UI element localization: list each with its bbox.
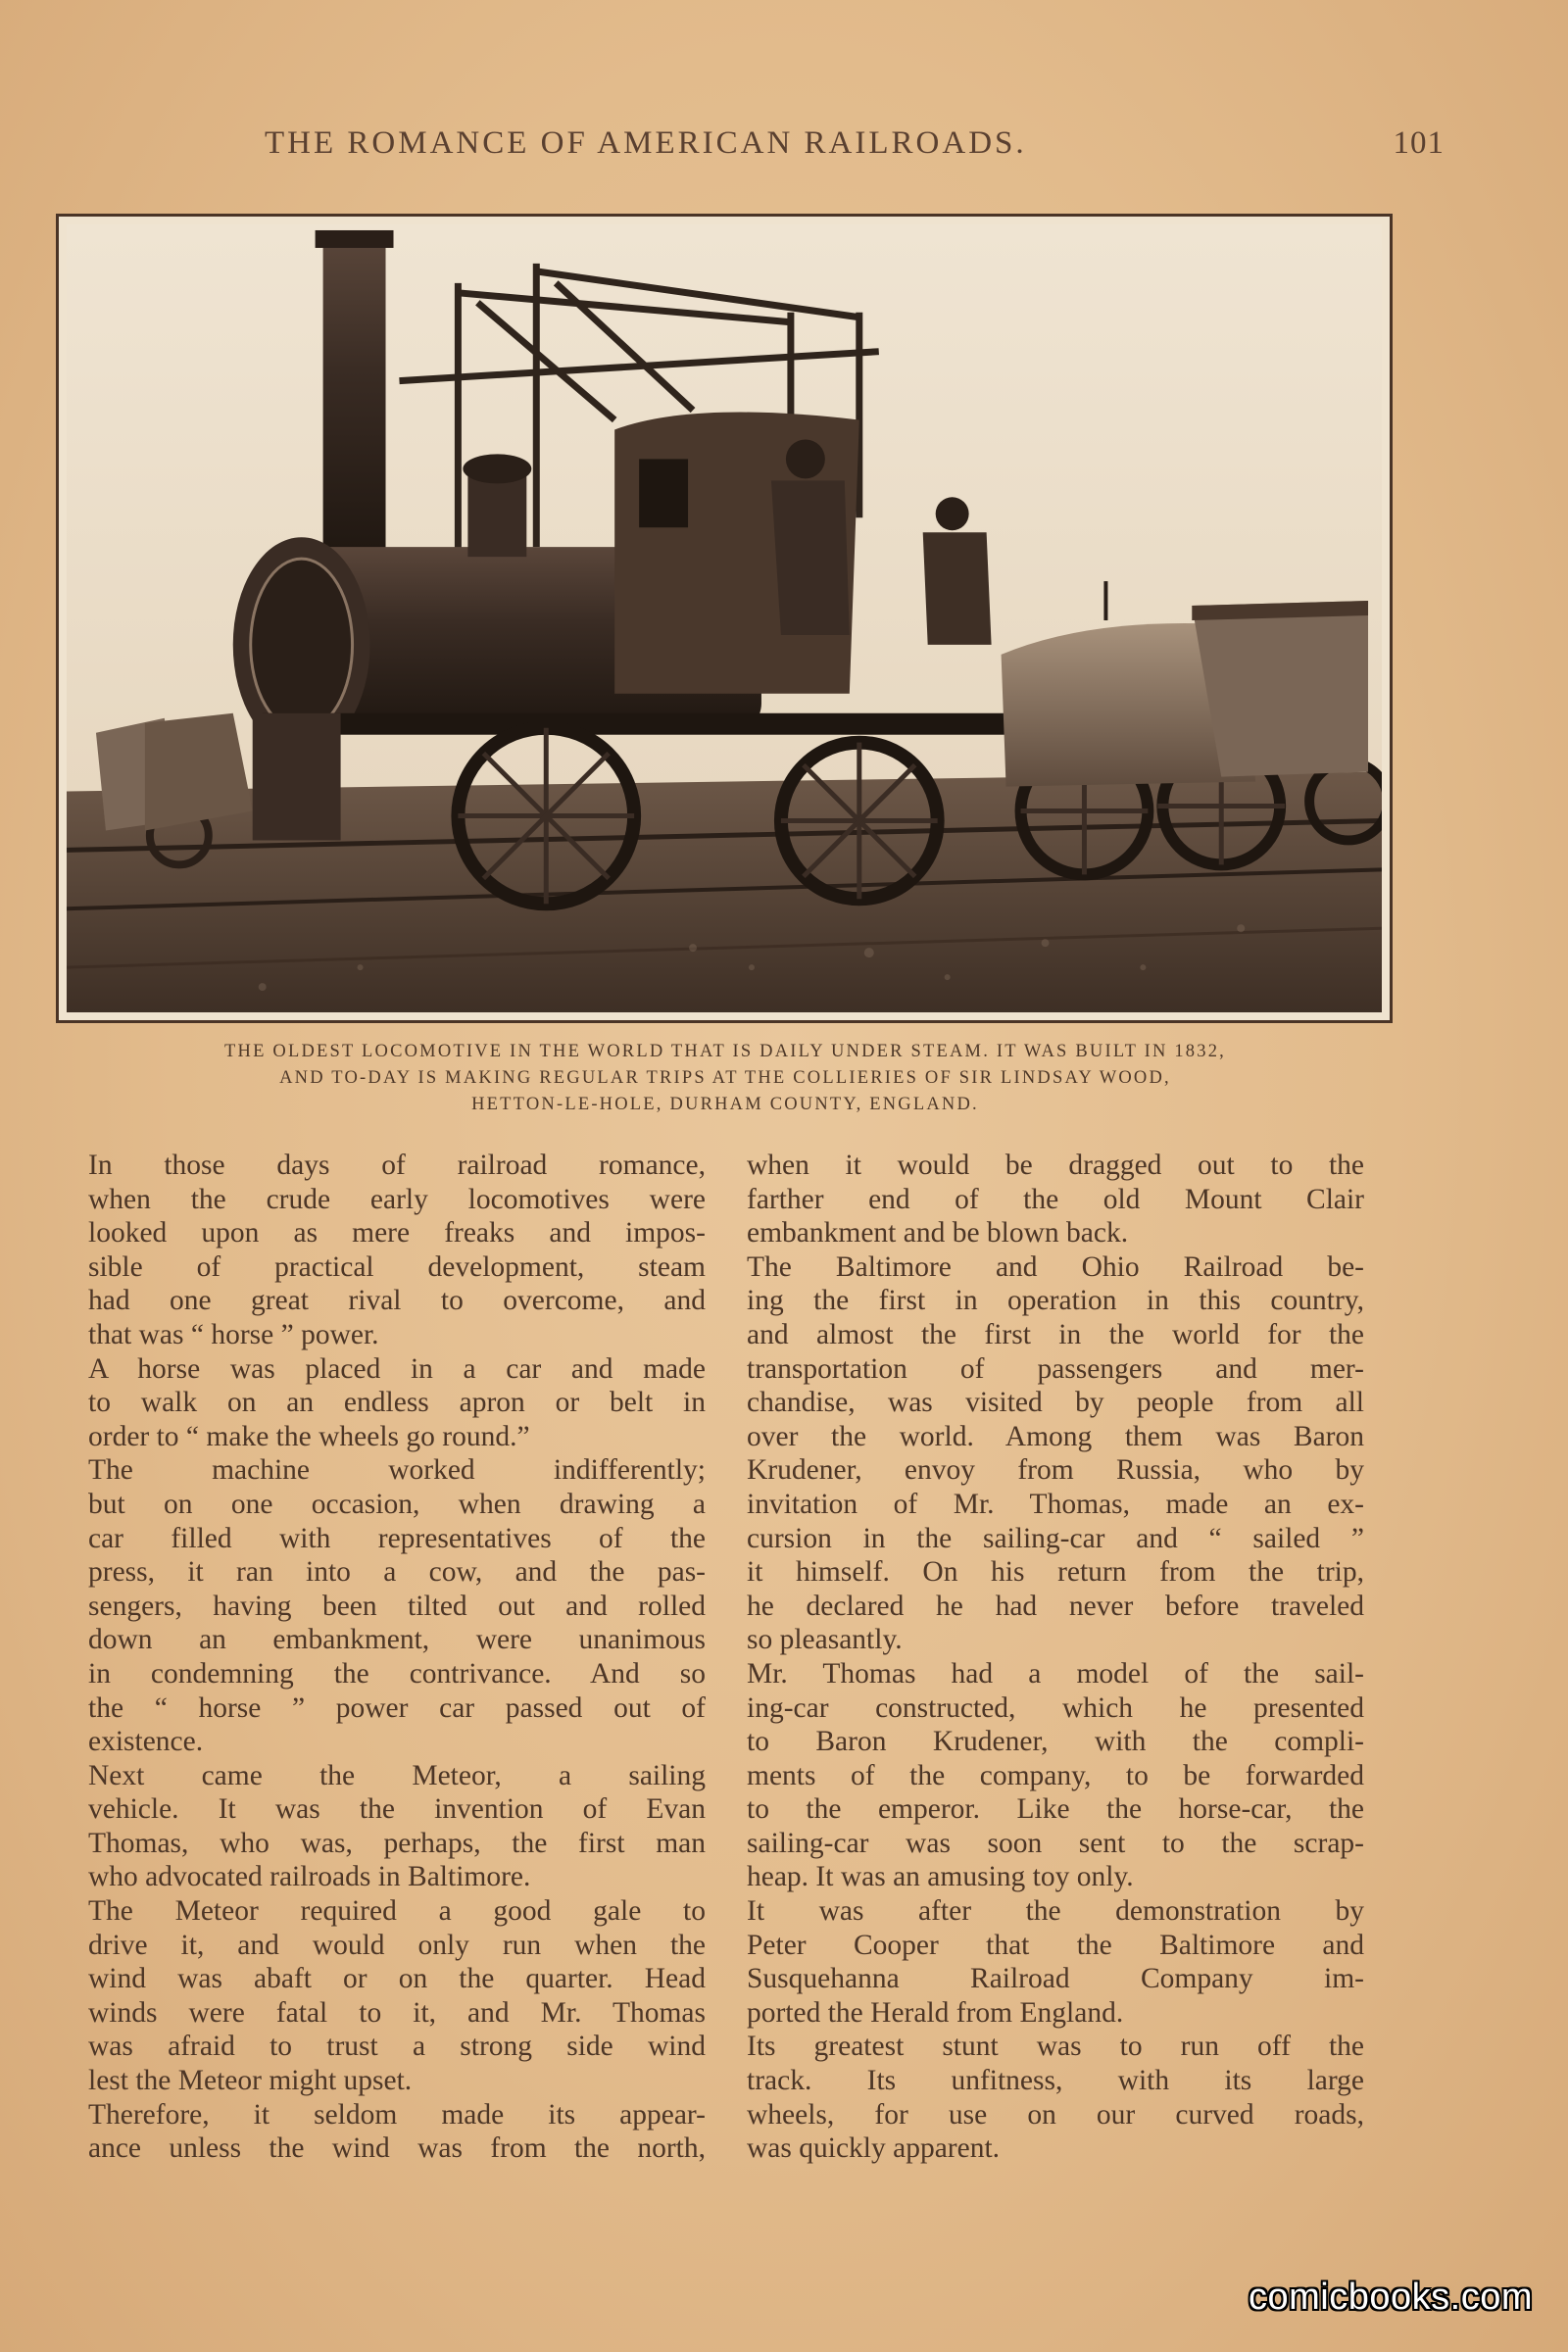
text-line: Krudener, envoy from Russia, who by bbox=[747, 1454, 1364, 1487]
caption-line: AND TO-DAY IS MAKING REGULAR TRIPS AT THE COLLIERIES OF SIR LINDSAY WOOD, bbox=[279, 1068, 1171, 1088]
text-line: winds were fatal to it, and Mr. Thomas bbox=[88, 1996, 706, 2029]
text-line: car filled with representatives of the bbox=[88, 1522, 706, 1554]
text-line: was quickly apparent. bbox=[747, 2132, 1001, 2165]
running-header bbox=[59, 125, 1445, 174]
text-line: Thomas, who was, perhaps, the first man bbox=[88, 1827, 706, 1859]
text-line: lest the Meteor might upset. bbox=[88, 2065, 413, 2097]
watermark-logo: comicbooks.com bbox=[1249, 2277, 1533, 2318]
text-line: was afraid to trust a strong side wind bbox=[88, 2031, 706, 2063]
text-line: he declared he had never before traveled bbox=[747, 1590, 1364, 1622]
text-line: cursion in the sailing-car and “ sailed ” bbox=[747, 1522, 1364, 1554]
text-line: and almost the first in the world for the bbox=[747, 1318, 1364, 1350]
text-line: ing the first in operation in this country, bbox=[747, 1285, 1364, 1317]
text-line: vehicle. It was the invention of Evan bbox=[88, 1793, 706, 1826]
text-line: It was after the demonstration by bbox=[747, 1895, 1364, 1928]
text-line: farther end of the old Mount Clair bbox=[747, 1183, 1364, 1215]
text-line: wheels, for use on our curved roads, bbox=[747, 2098, 1364, 2131]
figure-caption bbox=[59, 1039, 1392, 1118]
text-line: ported the Herald from England. bbox=[747, 1996, 1124, 2029]
text-line: ments of the company, to be forwarded bbox=[747, 1759, 1364, 1791]
text-line: it himself. On his return from the trip, bbox=[747, 1556, 1364, 1589]
page-number: 101 bbox=[1393, 125, 1445, 161]
text-line: wind was abaft or on the quarter. Head bbox=[88, 1963, 706, 1995]
running-title: THE ROMANCE OF AMERICAN RAILROADS. bbox=[265, 125, 1027, 161]
text-line: A horse was placed in a car and made bbox=[88, 1352, 706, 1385]
text-line: down an embankment, were unanimous bbox=[88, 1624, 706, 1656]
figure-frame bbox=[56, 214, 1393, 1023]
text-line: The machine worked indifferently; bbox=[88, 1454, 706, 1487]
text-line: Peter Cooper that the Baltimore and bbox=[747, 1929, 1364, 1961]
text-line: sengers, having been tilted out and rolled bbox=[88, 1590, 706, 1622]
text-line: existence. bbox=[88, 1726, 204, 1758]
text-line: had one great rival to overcome, and bbox=[88, 1285, 706, 1317]
text-line: who advocated railroads in Baltimore. bbox=[88, 1861, 531, 1893]
text-line: but on one occasion, when drawing a bbox=[88, 1488, 706, 1520]
text-line: transportation of passengers and mer- bbox=[747, 1352, 1364, 1385]
text-line: track. Its unfitness, with its large bbox=[747, 2065, 1364, 2097]
text-line: Therefore, it seldom made its appear- bbox=[88, 2098, 706, 2131]
left-column bbox=[88, 1149, 706, 2166]
text-line: Mr. Thomas had a model of the sail- bbox=[747, 1657, 1364, 1690]
right-column bbox=[747, 1149, 1364, 2166]
text-line: ance unless the wind was from the north, bbox=[88, 2132, 706, 2165]
text-line: to Baron Krudener, with the compli- bbox=[747, 1726, 1364, 1758]
text-line: sible of practical development, steam bbox=[88, 1250, 706, 1283]
text-line: embankment and be blown back. bbox=[747, 1217, 1129, 1250]
text-line: The Baltimore and Ohio Railroad be- bbox=[747, 1250, 1364, 1283]
text-line: drive it, and would only run when the bbox=[88, 1929, 706, 1961]
text-line: heap. It was an amusing toy only. bbox=[747, 1861, 1134, 1893]
text-line: to walk on an endless apron or belt in bbox=[88, 1387, 706, 1419]
text-line: that was “ horse ” power. bbox=[88, 1318, 379, 1350]
text-line: in condemning the contrivance. And so bbox=[88, 1657, 706, 1690]
text-line: to the emperor. Like the horse-car, the bbox=[747, 1793, 1364, 1826]
text-line: over the world. Among them was Baron bbox=[747, 1420, 1364, 1452]
text-line: Susquehanna Railroad Company im- bbox=[747, 1963, 1364, 1995]
text-line: when it would be dragged out to the bbox=[747, 1150, 1364, 1181]
caption-line: THE OLDEST LOCOMOTIVE IN THE WORLD THAT IS DAILY UNDER STEAM. IT WAS BUILT IN 1832, bbox=[224, 1042, 1226, 1061]
text-line: In those days of railroad romance, bbox=[88, 1150, 706, 1181]
caption-line: HETTON-LE-HOLE, DURHAM COUNTY, ENGLAND. bbox=[471, 1095, 979, 1114]
text-line: ing-car constructed, which he presented bbox=[747, 1691, 1364, 1724]
text-line: sailing-car was soon sent to the scrap- bbox=[747, 1827, 1364, 1859]
text-line: so pleasantly. bbox=[747, 1624, 903, 1656]
text-line: the “ horse ” power car passed out of bbox=[88, 1691, 706, 1724]
text-line: invitation of Mr. Thomas, made an ex- bbox=[747, 1488, 1364, 1520]
text-line: press, it ran into a cow, and the pas- bbox=[88, 1556, 706, 1589]
text-line: Its greatest stunt was to run off the bbox=[747, 2031, 1364, 2063]
text-line: order to “ make the wheels go round.” bbox=[88, 1420, 530, 1452]
text-line: when the crude early locomotives were bbox=[88, 1183, 706, 1215]
text-line: Next came the Meteor, a sailing bbox=[88, 1759, 706, 1791]
text-line: looked upon as mere freaks and impos- bbox=[88, 1217, 706, 1250]
locomotive-photo bbox=[67, 224, 1382, 1012]
text-line: chandise, was visited by people from all bbox=[747, 1387, 1364, 1419]
text-line: The Meteor required a good gale to bbox=[88, 1895, 706, 1928]
